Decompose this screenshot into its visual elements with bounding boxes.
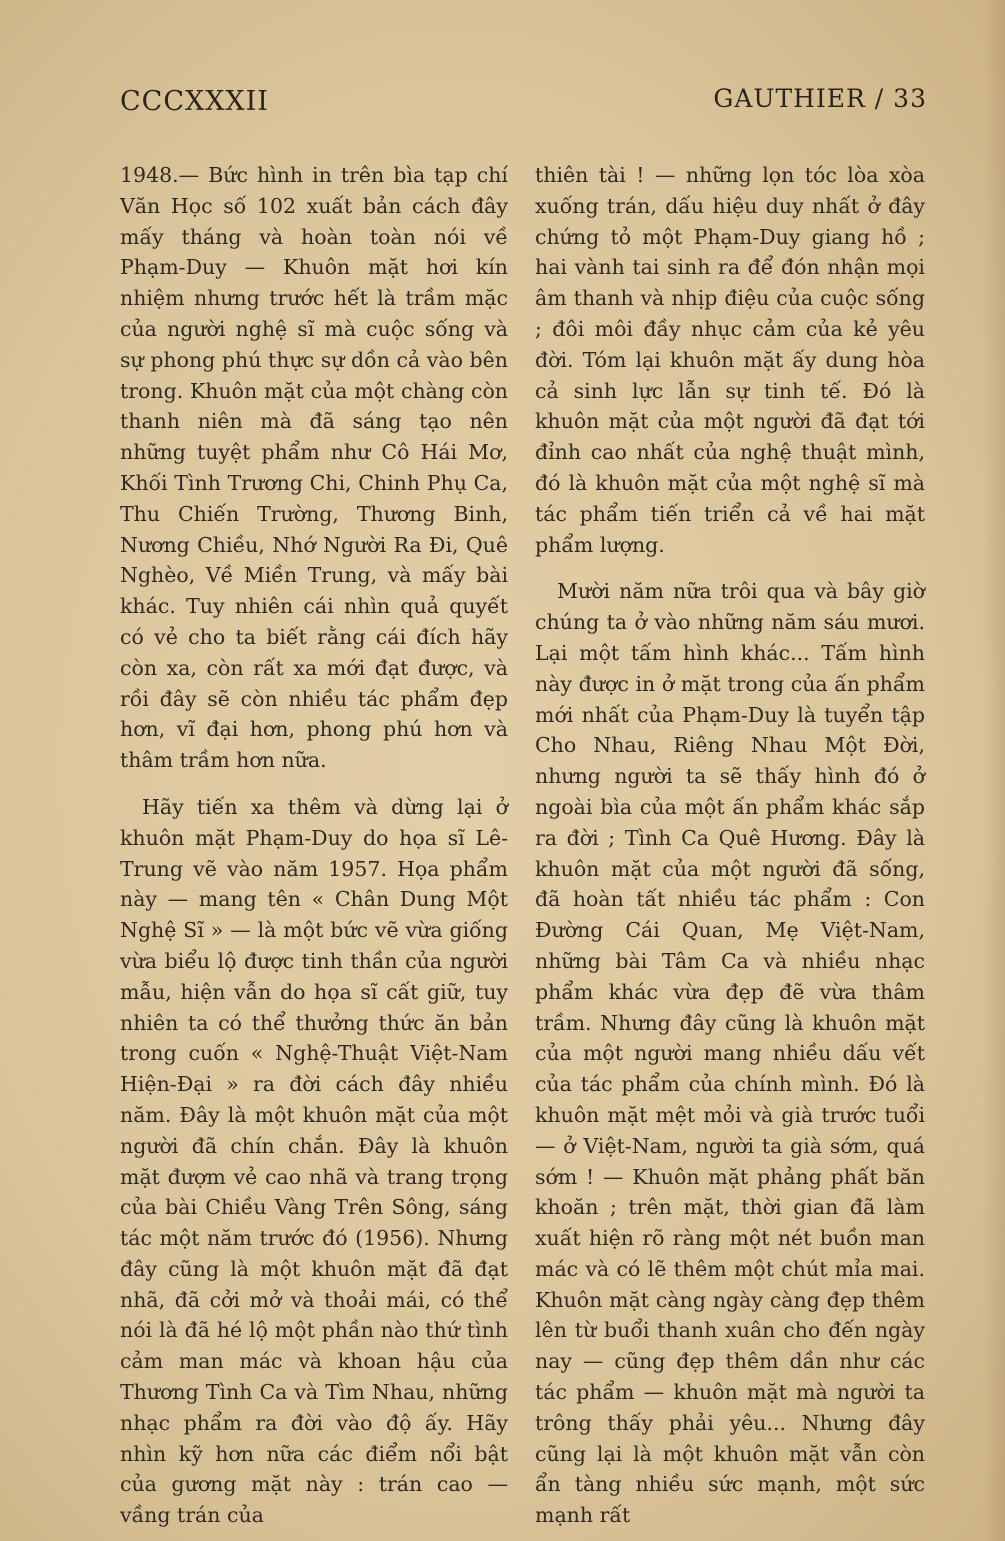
right-paragraph-2: Mười năm nữa trôi qua và bây giờ chúng ta ở vào những năm sáu mươi. Lại một tấm hình khác... Tấm hình này được in ở mặt trong của ấn phẩm mới nhất của Phạm-Duy là tuyển tập Cho Nhau, Riêng Nhau Một Đời, nhưng người ta sẽ thấy hình đó ở ngoài bìa của một ấn phẩm khác sắp ra đời ; Tình Ca Quê Hương. Đây là khuôn mặt của một người đã sống, đã hoàn tất nhiều tác phẩm : Con Đường Cái Quan, Mẹ Việt-Nam, những bài Tâm Ca và nhiều nhạc phẩm khác vừa đẹp đẽ vừa thâm trầm. Nhưng đây cũng là khuôn mặt của một người mang nhiều dấu vết của tác phẩm của chính mình. Đó là khuôn mặt mệt mỏi và già trước tuổi — ở Việt-Nam, người ta già sớm, quá sớm ! — Khuôn mặt phảng phất băn khoăn ; trên mặt, thời gian đã làm xuất hiện rõ ràng một nét buồn man mác và có lẽ thêm một chút mỉa mai. Khuôn mặt càng ngày càng đẹp thêm lên từ buổi thanh xuân cho đến ngày nay — cũng đẹp thêm dần như các tác phẩm — khuôn mặt mà người ta trông thấy phải yêu... Nhưng đây cũng lại là một khuôn mặt vẫn còn ẩn tàng nhiều sức mạnh, một sức mạnh rất [535,579,925,1528]
right-text-column [535,160,925,1531]
right-paragraph-1: thiên tài ! — những lọn tóc lòa xòa xuống trán, dấu hiệu duy nhất ở đây chứng tỏ một Phạm-Duy giang hồ ; hai vành tai sinh ra để đón nhận mọi âm thanh và nhịp điệu của cuộc sống ; đôi môi đầy nhục cảm của kẻ yêu đời. Tóm lại khuôn mặt ấy dung hòa cả sinh lực lẫn sự tinh tế. Đó là khuôn mặt của một người đã đạt tới đỉnh cao nhất của nghệ thuật mình, đó là khuôn mặt của một nghệ sĩ mà tác phẩm tiến triển cả về hai mặt phẩm lượng. [535,163,925,557]
left-paragraph-2: Hãy tiến xa thêm và dừng lại ở khuôn mặt Phạm-Duy do họa sĩ Lê-Trung vẽ vào năm 1957. Họa phẩm này — mang tên « Chân Dung Một Nghệ Sĩ » — là một bức vẽ vừa giống vừa biểu lộ được tinh thần của người mẫu, hiện vẫn do họa sĩ cất giữ, tuy nhiên ta có thể thưởng thức ăn bản trong cuốn « Nghệ-Thuật Việt-Nam Hiện-Đại » ra đời cách đây nhiều năm. Đây là một khuôn mặt của một người đã chín chắn. Đây là khuôn mặt đượm vẻ cao nhã và trang trọng của bài Chiều Vàng Trên Sông, sáng tác một năm trước đó (1956). Nhưng đây cũng là một khuôn mặt đã đạt nhã, đã cởi mở và thoải mái, có thể nói là đã hé lộ một phần nào thứ tình cảm man mác và khoan hậu của Thương Tình Ca và Tìm Nhau, những nhạc phẩm ra đời vào độ ấy. Hãy nhìn kỹ hơn nữa các điểm nổi bật của gương mặt này : trán cao — vầng trán của [120,794,508,1528]
page-header-roman-numeral: CCCXXXII [120,86,269,117]
left-paragraph-1: 1948.— Bức hình in trên bìa tạp chí Văn Học số 102 xuất bản cách đây mấy tháng và hoàn toàn nói về Phạm-Duy — Khuôn mặt hơi kín nhiệm nhưng trước hết là trầm mặc của người nghệ sĩ mà cuộc sống và sự phong phú thực sự dồn cả vào bên trong. Khuôn mặt của một chàng còn thanh niên mà đã sáng tạo nên những tuyệt phẩm như Cô Hái Mơ, Khối Tình Trương Chi, Chinh Phụ Ca, Thu Chiến Trường, Thương Binh, Nương Chiều, Nhớ Người Ra Đi, Quê Nghèo, Về Miền Trung, và mấy bài khác. Tuy nhiên cái nhìn quả quyết có vẻ cho ta biết rằng cái đích hãy còn xa, còn rất xa mới đạt được, và rồi đây sẽ còn nhiều tác phẩm đẹp hơn, vĩ đại hơn, phong phú hơn và thâm trầm hơn nữa. [120,163,508,773]
page-header-author-page-number: GAUTHIER / 33 [713,84,927,113]
left-text-column [120,160,508,1531]
